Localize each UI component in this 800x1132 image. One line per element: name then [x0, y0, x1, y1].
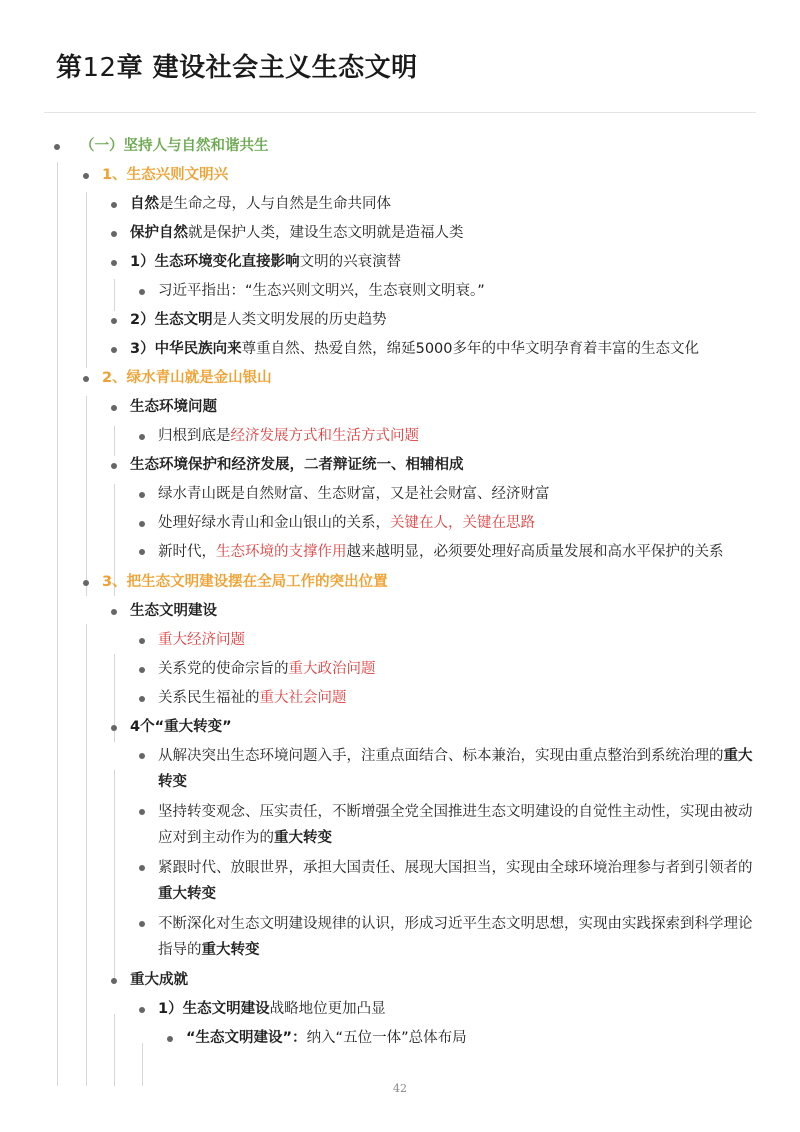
bullet-dot	[139, 1007, 145, 1013]
title-divider	[44, 112, 756, 113]
bullet-dot	[139, 549, 145, 555]
bullet-dot	[111, 318, 117, 324]
page-number: 42	[393, 1082, 407, 1095]
bullet-dot	[139, 492, 145, 498]
bullet-dot	[111, 260, 117, 266]
list-item: 坚持转变观念、压实责任，不断增强全党全国推进生态文明建设的自觉性主动性，实现由被动应对到主动作为的重大转变	[0, 798, 754, 854]
bullet-dot	[111, 347, 117, 353]
bullet-dot	[83, 580, 89, 586]
bullet-dot	[139, 753, 145, 759]
bullet-dot	[83, 173, 89, 179]
list-item: 紧跟时代、放眼世界，承担大国责任、展现大国担当，实现由全球环境治理参与者到引领者的重大转变	[0, 854, 754, 910]
list-item: 绿水青山既是自然财富、生态财富，又是社会财富、经济财富	[0, 480, 754, 509]
bullet-dot	[139, 521, 145, 527]
list-item: 不断深化对生态文明建设规律的认识，形成习近平生态文明思想，实现由实践探索到科学理论指导的重大转变	[0, 910, 754, 966]
outline-list	[0, 132, 800, 1053]
subsection-3-heading: 3、把生态文明建设摆在全局工作的突出位置	[0, 568, 800, 597]
list-item: 关系民生福祉的重大社会问题	[0, 684, 754, 713]
list-item: 习近平指出：“生态兴则文明兴，生态衰则文明衰。”	[0, 277, 754, 306]
bullet-dot	[111, 463, 117, 469]
bullet-dot	[111, 405, 117, 411]
bullet-dot	[139, 809, 145, 815]
list-item: 2）生态文明是人类文明发展的历史趋势	[0, 306, 800, 335]
bullet-dot	[111, 725, 117, 731]
list-item: 从解决突出生态环境问题入手，注重点面结合、标本兼治，实现由重点整治到系统治理的重大转变	[0, 742, 754, 798]
bullet-dot	[139, 289, 145, 295]
bullet-dot	[167, 1036, 173, 1042]
list-item: 归根到底是经济发展方式和生活方式问题	[0, 422, 754, 451]
list-item: 生态环境保护和经济发展，二者辩证统一、相辅相成	[0, 451, 800, 480]
list-item: 处理好绿水青山和金山银山的关系，关键在人，关键在思路	[0, 509, 754, 538]
bullet-dot	[139, 434, 145, 440]
list-item: 生态环境问题	[0, 393, 800, 422]
bullet-dot	[111, 609, 117, 615]
list-item: 关系党的使命宗旨的重大政治问题	[0, 655, 754, 684]
bullet-dot	[111, 978, 117, 984]
bullet-dot	[139, 638, 145, 644]
bullet-dot	[54, 144, 60, 150]
bullet-dot	[139, 696, 145, 702]
subsection-1-heading: 1、生态兴则文明兴	[0, 161, 800, 190]
bullet-dot	[139, 667, 145, 673]
list-item: 生态文明建设	[0, 597, 800, 626]
bullet-dot	[83, 376, 89, 382]
list-item: 3）中华民族向来尊重自然、热爱自然，绵延5000多年的中华文明孕育着丰富的生态文化	[0, 335, 800, 364]
list-item: 4个“重大转变”	[0, 713, 800, 742]
bullet-dot	[111, 202, 117, 208]
list-item: 自然是生命之母，人与自然是生命共同体	[0, 190, 800, 219]
page-title: 第12章 建设社会主义生态文明	[56, 53, 418, 83]
list-item: 重大经济问题	[0, 626, 754, 655]
list-item: 1）生态环境变化直接影响文明的兴衰演替	[0, 248, 800, 277]
bullet-dot	[139, 921, 145, 927]
list-item: 保护自然就是保护人类，建设生态文明就是造福人类	[0, 219, 800, 248]
bullet-dot	[139, 865, 145, 871]
section-1-heading: （一）坚持人与自然和谐共生	[0, 132, 800, 161]
bullet-dot	[111, 231, 117, 237]
subsection-2-heading: 2、绿水青山就是金山银山	[0, 364, 800, 393]
list-item: 1）生态文明建设战略地位更加凸显	[0, 995, 754, 1024]
list-item: 新时代，生态环境的支撑作用越来越明显，必须要处理好高质量发展和高水平保护的关系	[0, 538, 754, 568]
list-item: “生态文明建设”：纳入“五位一体”总体布局	[0, 1024, 800, 1053]
list-item: 重大成就	[0, 966, 800, 995]
